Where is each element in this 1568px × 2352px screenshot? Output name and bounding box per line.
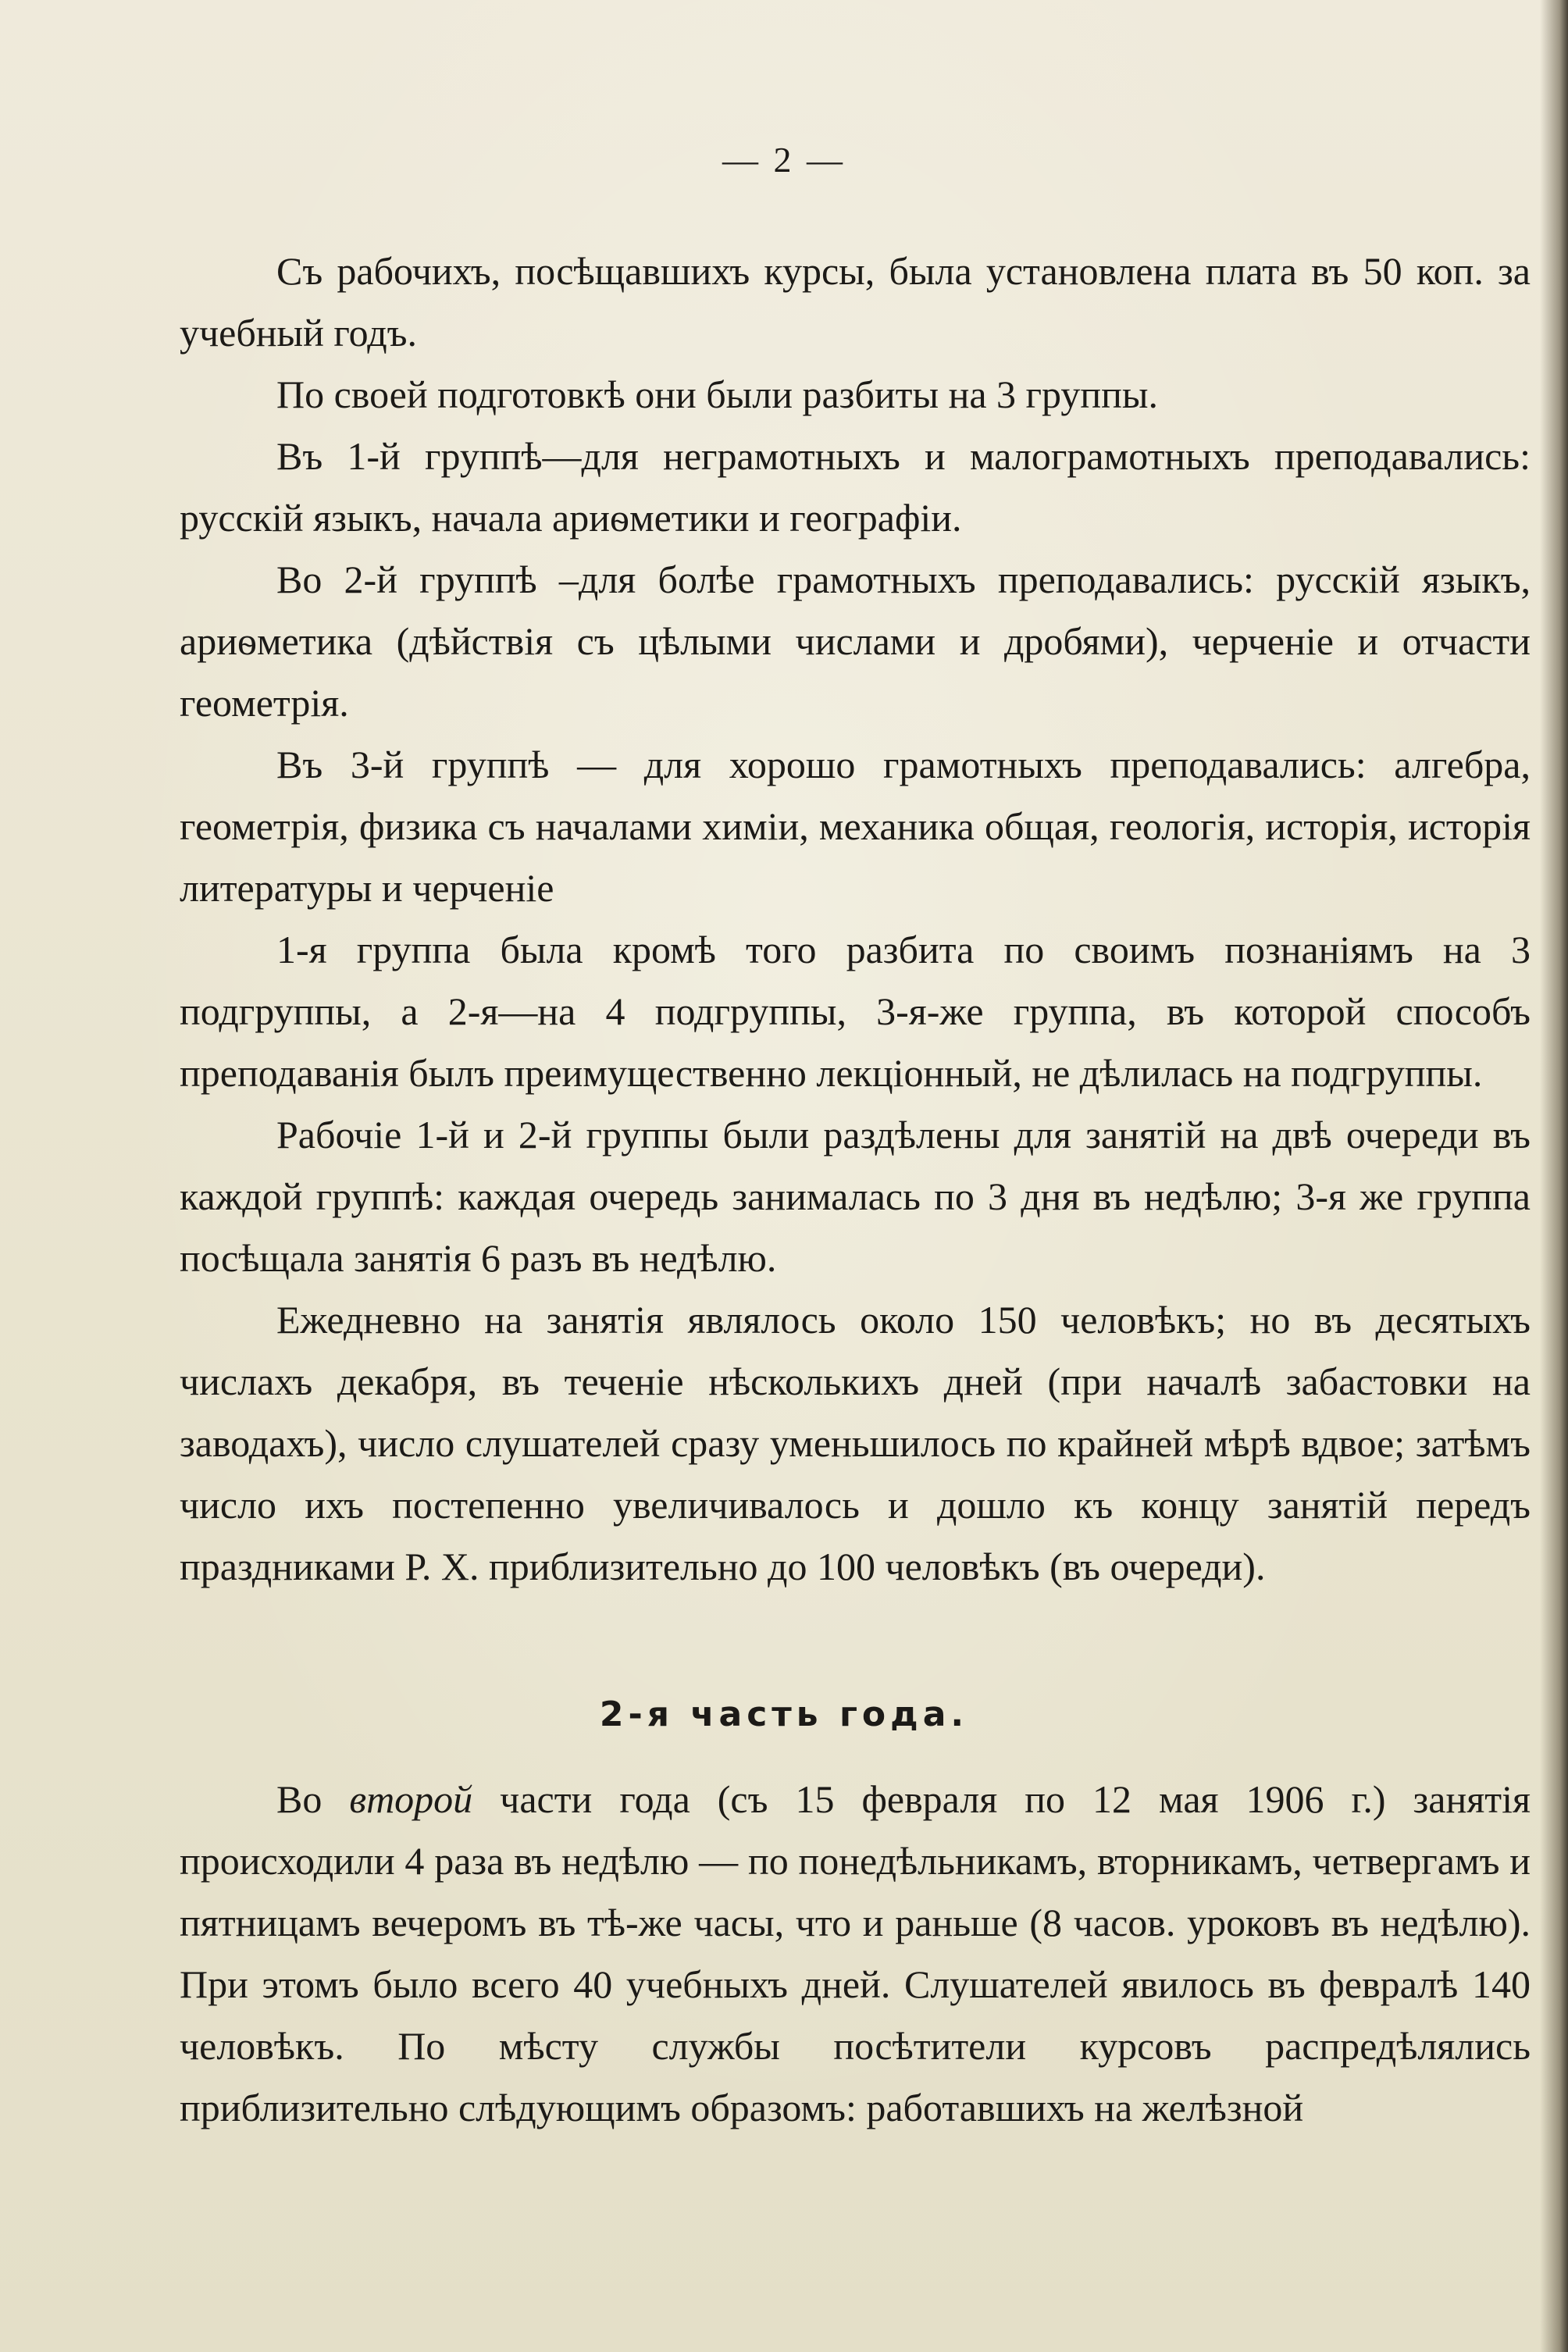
body-text-top bbox=[180, 241, 1531, 1598]
paragraph: По своей подготовкѣ они были разбиты на 3 группы. bbox=[276, 372, 1158, 416]
paragraph: Въ 3-й группѣ — для хорошо грамотныхъ преподавались: алгебра, геометрія, физика съ началами химіи, механика общая, геологія, исторія, исторія литературы и черченіе bbox=[180, 743, 1531, 910]
paragraph: Ежедневно на занятія являлось около 150 человѣкъ; но въ десятыхъ числахъ декабря, въ теченіе нѣсколькихъ дней (при началѣ забастовки на заводахъ), число слушателей сразу уменьшилось по крайней мѣрѣ вдвое; затѣмъ число ихъ постепенно увеличивалось и дошло къ концу занятій передъ праздниками Р. Х. приблизительно до 100 человѣкъ (въ очереди). bbox=[180, 1298, 1531, 1588]
paragraph: 1-я группа была кромѣ того разбита по своимъ познаніямъ на 3 подгруппы, а 2-я—на 4 подгруппы, 3-я-же группа, въ которой способъ преподаванія былъ преимущественно лекціонный, не дѣлилась на подгруппы. bbox=[180, 928, 1531, 1095]
section-heading: 2-я часть года. bbox=[599, 1695, 969, 1734]
paragraph: Рабочіе 1-й и 2-й группы были раздѣлены для занятій на двѣ очереди въ каждой группѣ: каждая очередь занималась по 3 дня въ недѣлю; 3-я же группа посѣщала занятія 6 разъ въ недѣлю. bbox=[180, 1113, 1531, 1280]
paragraph bbox=[180, 1769, 1531, 2139]
paragraph: Въ 1-й группѣ—для неграмотныхъ и малограмотныхъ преподавались: русскій языкъ, начала ариѳметики и географіи. bbox=[180, 434, 1531, 540]
paragraph: Во 2-й группѣ –для болѣе грамотныхъ преподавались: русскій языкъ, ариѳметика (дѣйствія съ цѣлыми числами и дробями), черченіе и отчасти геометрія. bbox=[180, 558, 1531, 725]
binding-shadow bbox=[1540, 0, 1568, 2352]
paragraph-start: Во bbox=[276, 1777, 350, 1821]
paragraph: Съ рабочихъ, посѣщавшихъ курсы, была установлена плата въ 50 коп. за учебный годъ. bbox=[180, 249, 1531, 355]
emphasized-word: второй bbox=[349, 1777, 473, 1821]
page-number: — 2 — bbox=[722, 140, 846, 180]
body-text-bottom bbox=[180, 1769, 1531, 2139]
paragraph-rest: части года (съ 15 февраля по 12 мая 1906 г.) занятія происходили 4 раза въ недѣлю — по понедѣльникамъ, вторникамъ, четвергамъ и пятницамъ вечеромъ въ тѣ-же часы, что и раньше (8 часов. уроковъ въ недѣлю). При этомъ было всего 40 учебныхъ дней. Слушателей явилось въ февралѣ 140 человѣкъ. По мѣсту службы посѣтители курсовъ распредѣлялись приблизительно слѣдующимъ образомъ: работавшихъ на желѣзной bbox=[180, 1777, 1531, 2129]
